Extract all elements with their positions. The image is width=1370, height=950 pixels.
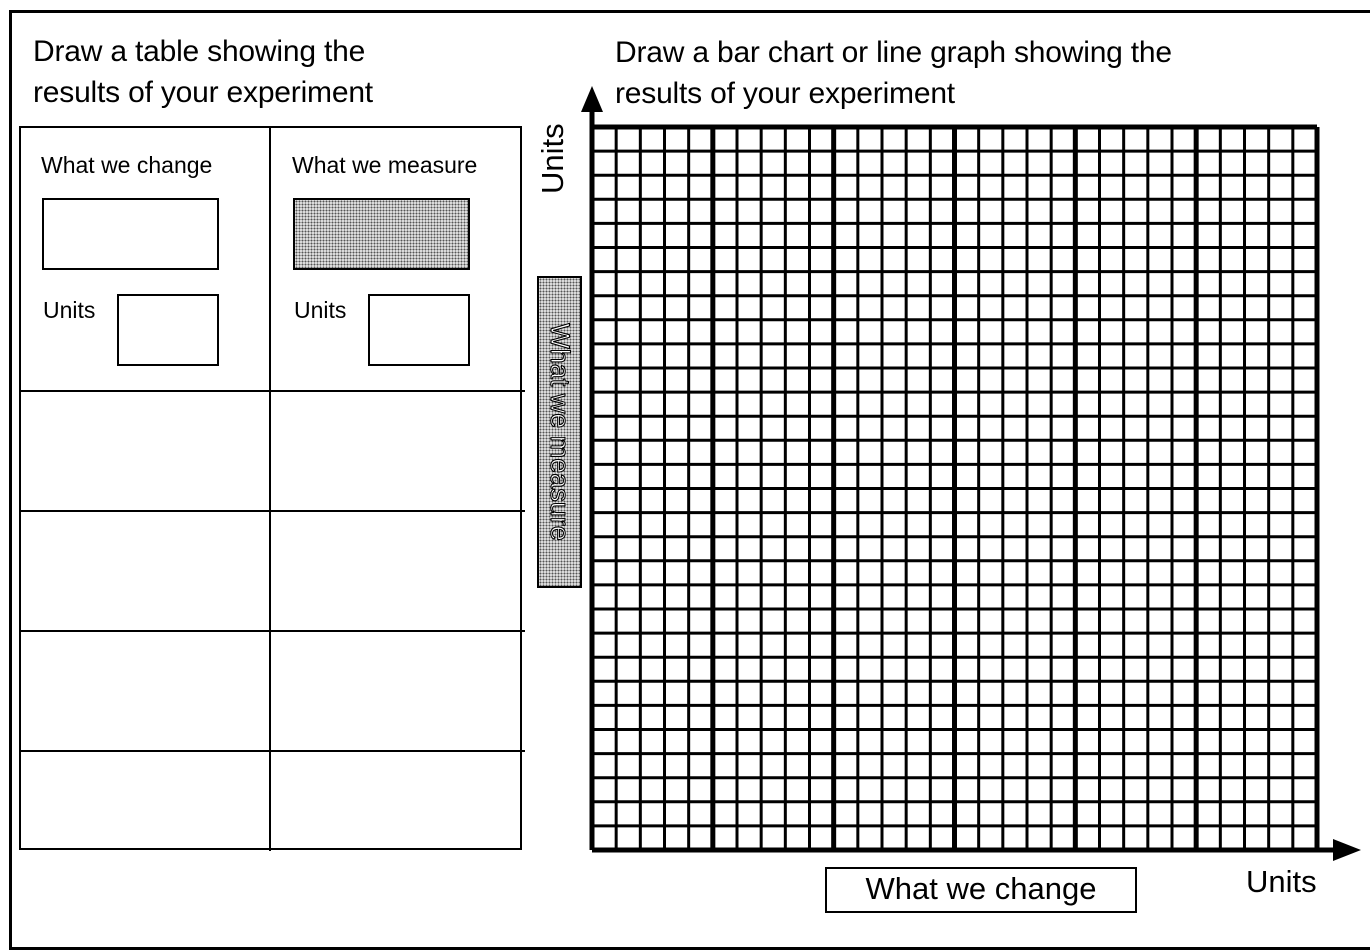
column-change-label: What we change [41, 152, 213, 178]
graph-heading-line-2: results of your experiment [615, 77, 955, 110]
graph-heading-line-1: Draw a bar chart or line graph showing the [615, 36, 1172, 69]
column-measure-label: What we measure [292, 152, 478, 178]
graph-grid-lines [592, 127, 1317, 850]
units-label-measure: Units [294, 297, 347, 323]
x-axis-units-label: Units [1246, 864, 1317, 899]
table-heading-line-2: results of your experiment [33, 76, 373, 109]
y-axis-units-label: Units [535, 123, 570, 194]
x-axis-arrow-icon [1333, 839, 1361, 861]
y-axis-arrow-icon [581, 86, 603, 112]
table-heading-line-1: Draw a table showing the [33, 35, 366, 68]
x-axis-title: What we change [865, 871, 1097, 906]
y-axis-title: What we measure [545, 323, 575, 541]
units-label-change: Units [43, 297, 96, 323]
